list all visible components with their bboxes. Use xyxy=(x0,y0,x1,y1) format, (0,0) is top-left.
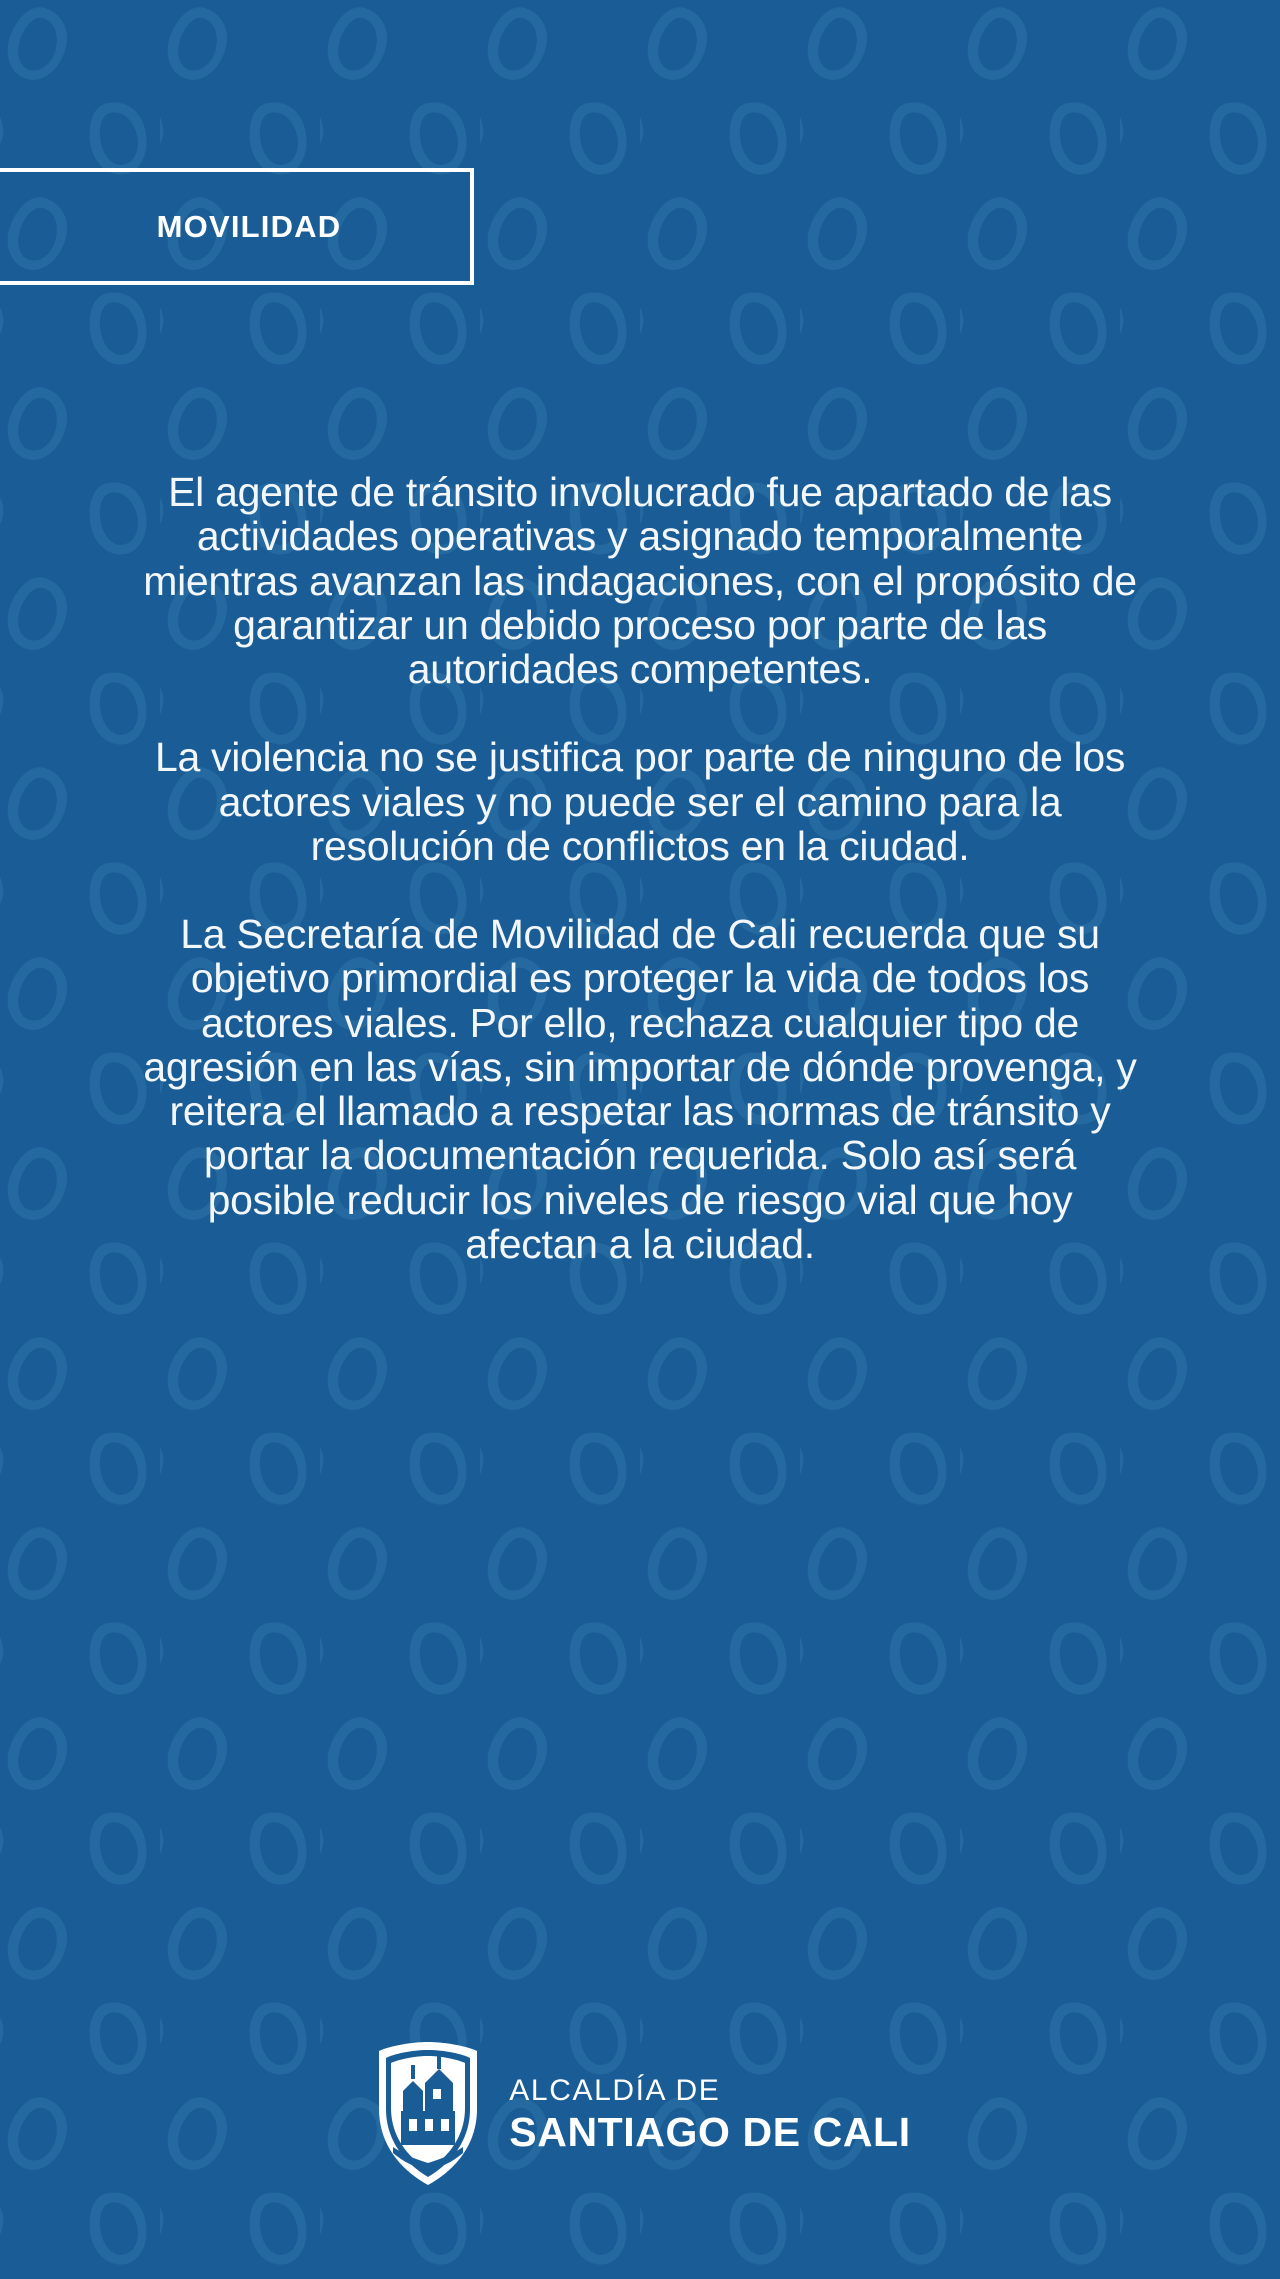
section-tag xyxy=(0,168,474,285)
brand-line-1: ALCALDÍA DE xyxy=(509,2073,721,2107)
footer-logo-lockup xyxy=(0,2039,1280,2189)
paragraph-2: La violencia no se justifica por parte de ninguno de los actores viales y no puede ser el camino para la resolución de conflictos en la ciudad. xyxy=(154,734,1126,869)
cali-coat-of-arms-icon xyxy=(369,2039,487,2189)
paragraph-1: El agente de tránsito involucrado fue apartado de las actividades operativas y asignado temporalmente mientras avanzan las indagaciones, con el propósito de garantizar un debido proceso por parte de las autoridades competentes. xyxy=(143,469,1137,693)
section-tag-label: MOVILIDAD xyxy=(156,208,342,244)
body-copy xyxy=(0,470,1280,1266)
brand-line-2: SANTIAGO DE CALI xyxy=(509,2108,911,2155)
paragraph-3: La Secretaría de Movilidad de Cali recuerda que su objetivo primordial es proteger la vida de todos los actores viales. Por ello, rechaza cualquier tipo de agresión en las vías, sin importar de dónde provenga, y reitera el llamado a respetar las normas de tránsito y portar la documentación requerida. Solo así será posible reducir los niveles de riesgo vial que hoy afectan a la ciudad. xyxy=(143,911,1137,1267)
brand-wordmark xyxy=(509,2073,911,2155)
